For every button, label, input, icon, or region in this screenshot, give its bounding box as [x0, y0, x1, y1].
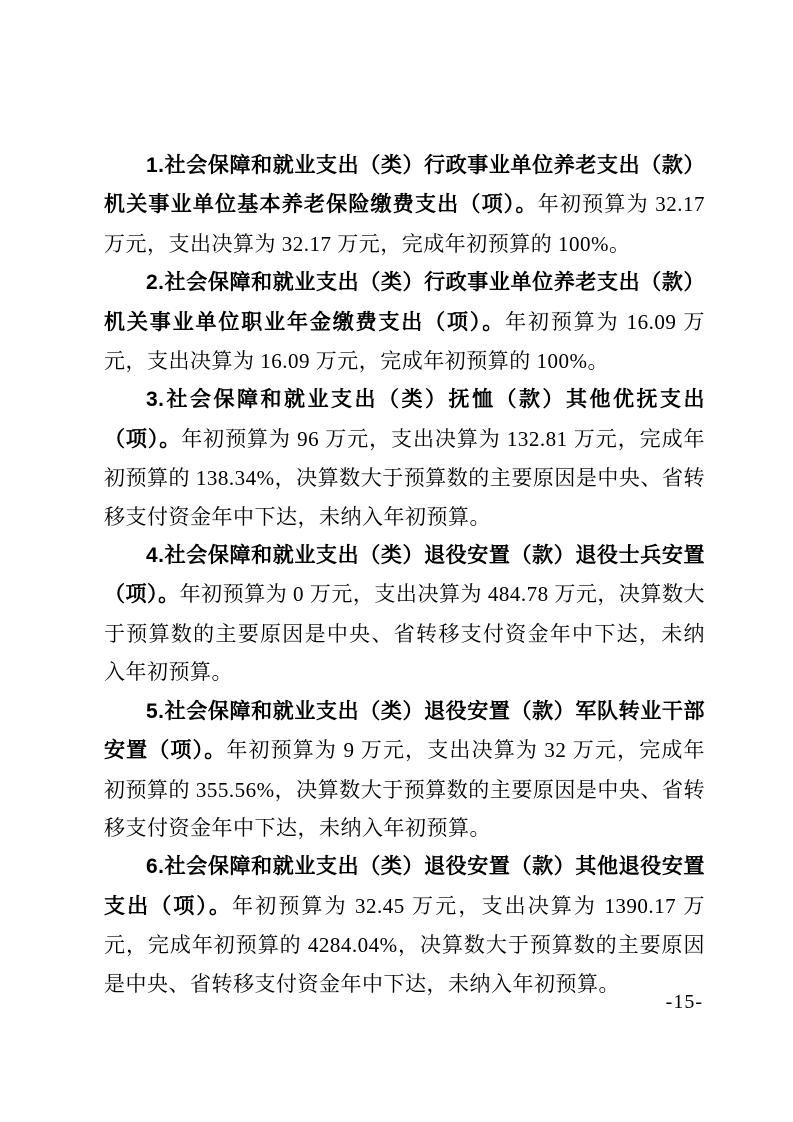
paragraph-body: 年初预算为 9 万元，支出决算为 32 万元，完成年初预算的 355.56%，决算数大于预算数的主要原因是中央、省转移支付资金年中下达，未纳入年初预算。 [104, 738, 706, 840]
paragraph [104, 692, 705, 848]
paragraph-heading: 3.社会保障和就业支出（类）抚恤（款）其他优抚支出（项）。 [104, 388, 705, 451]
paragraph-heading: 4.社会保障和就业支出（类）退役安置（款）退役士兵安置（项）。 [104, 544, 705, 607]
paragraph-heading: 2.社会保障和就业支出（类）行政事业单位养老支出（款）机关事业单位职业年金缴费支出（项）。 [104, 271, 705, 334]
paragraph-heading: 6.社会保障和就业支出（类）退役安置（款）其他退役安置支出（项）。 [104, 855, 705, 918]
document-body [104, 146, 705, 1003]
paragraph-body: 年初预算为 0 万元，支出决算为 484.78 万元，决算数大于预算数的主要原因是中央、省转移支付资金年中下达，未纳入年初预算。 [104, 582, 706, 685]
page-number: -15- [665, 991, 703, 1013]
paragraph [104, 380, 705, 536]
paragraph-heading: 5.社会保障和就业支出（类）退役安置（款）军队转业干部安置（项）。 [104, 699, 705, 763]
paragraph-body: 年初预算为 96 万元，支出决算为 132.81 万元，完成年初预算的 138.34%，决算数大于预算数的主要原因是中央、省转移支付资金年中下达，未纳入年初预算。 [104, 426, 706, 529]
paragraph [104, 263, 705, 380]
paragraph [104, 146, 705, 263]
paragraph-body: 年初预算为 32.17 万元，支出决算为 32.17 万元，完成年初预算的 100%。 [104, 192, 706, 256]
paragraph [104, 536, 705, 692]
paragraph-body: 年初预算为 32.45 万元，支出决算为 1390.17 万元，完成年初预算的 4284.04%，决算数大于预算数的主要原因是中央、省转移支付资金年中下达，未纳入年初预算。 [104, 893, 706, 996]
paragraph [104, 847, 705, 1003]
paragraph-body: 年初预算为 16.09 万元，支出决算为 16.09 万元，完成年初预算的 100%。 [104, 309, 706, 374]
paragraph-heading: 1.社会保障和就业支出（类）行政事业单位养老支出（款）机关事业单位基本养老保险缴费支出（项）。 [104, 154, 705, 217]
